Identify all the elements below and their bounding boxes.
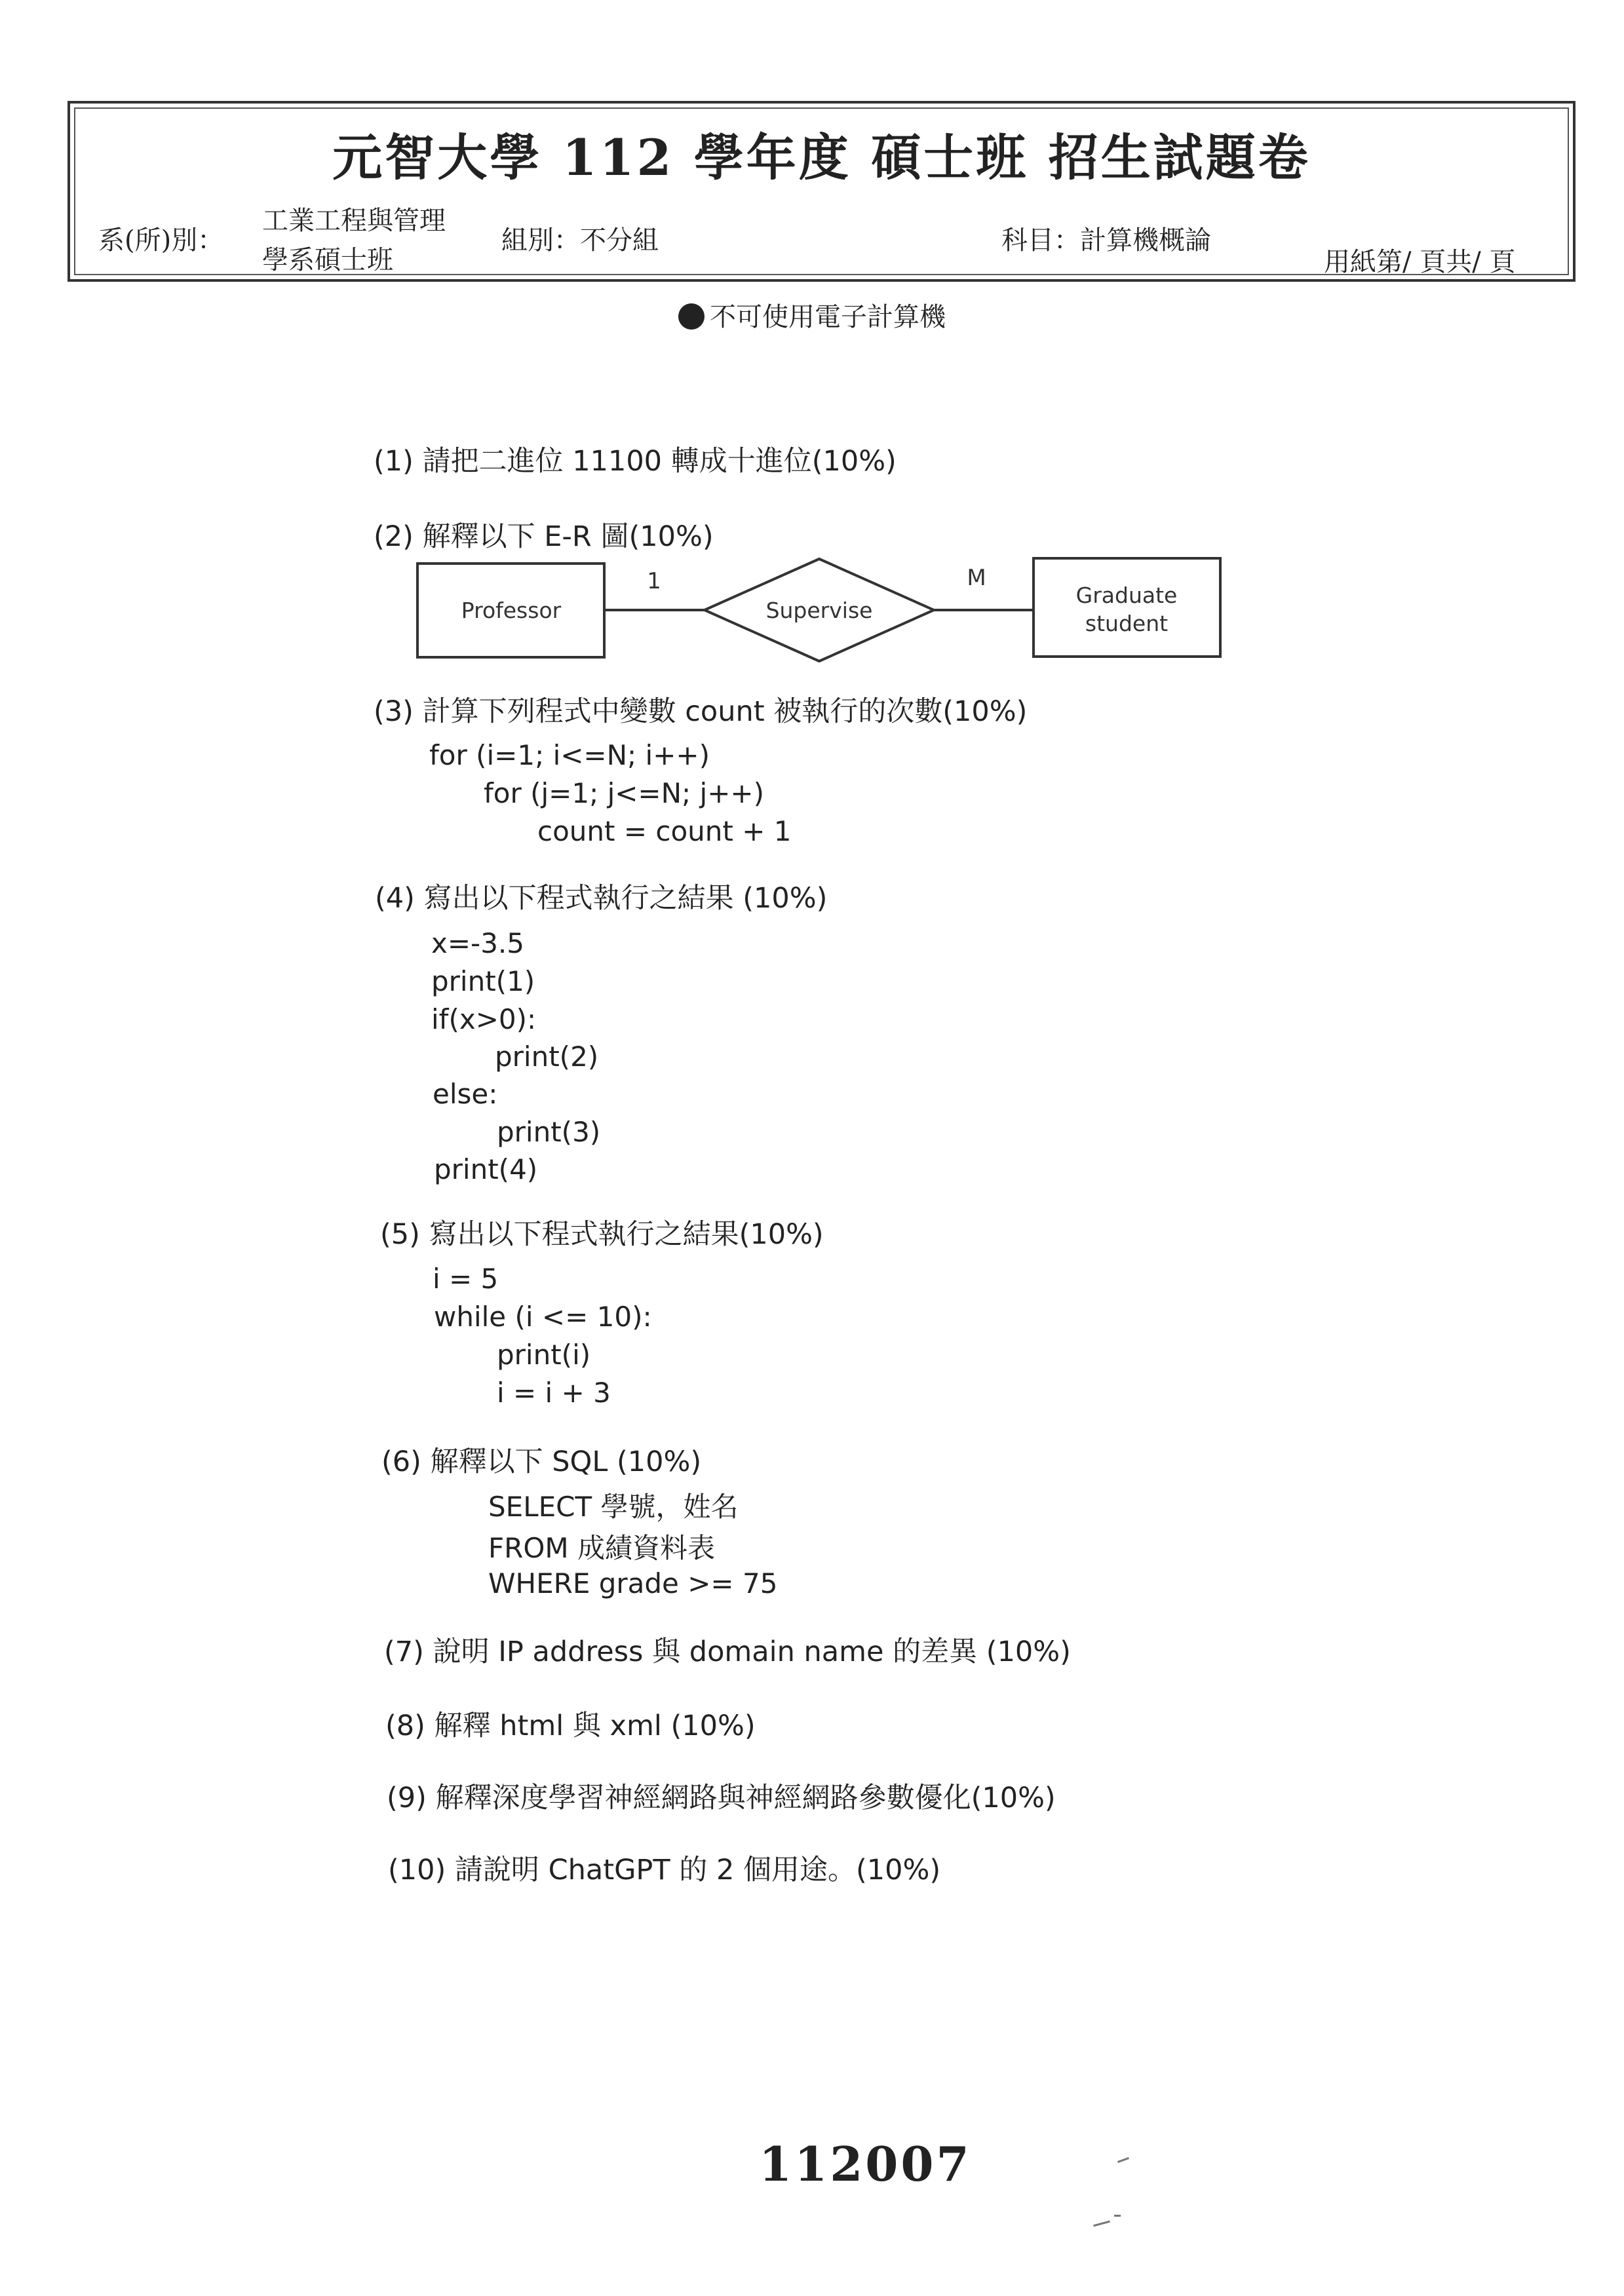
cardinality-many: M <box>967 565 986 591</box>
scan-speck <box>1093 2221 1110 2227</box>
code-line: print(2) <box>495 1041 599 1073</box>
exam-title: 元智大學 112 學年度 碩士班 招生試題卷 <box>332 128 1311 187</box>
department-line2: 學系碩士班 <box>262 245 393 275</box>
code-line: for (j=1; j<=N; j++) <box>484 777 764 809</box>
question-7: (7) 說明 IP address 與 domain name 的差異 (10%) <box>384 1636 1071 1668</box>
code-line: for (i=1; i<=N; i++) <box>429 739 710 771</box>
bullet-icon <box>678 303 705 330</box>
question-2: (2) 解釋以下 E-R 圖(10%) <box>374 520 714 553</box>
code-line: print(1) <box>431 965 535 997</box>
code-line: x=-3.5 <box>431 927 524 959</box>
code-line: SELECT 學號，姓名 <box>488 1491 739 1523</box>
page-info: 用紙第/ 頁共/ 頁 <box>1324 247 1516 277</box>
department-line1: 工業工程與管理 <box>262 206 446 236</box>
code-line: count = count + 1 <box>537 815 792 847</box>
student-label: student <box>1085 611 1169 636</box>
question-6: (6) 解釋以下 SQL (10%) <box>381 1445 702 1478</box>
question-1: (1) 請把二進位 11100 轉成十進位(10%) <box>374 445 897 478</box>
supervise-label: Supervise <box>765 598 873 623</box>
cardinality-one: 1 <box>647 568 661 594</box>
exam-code-stamp: 112007 <box>759 2136 972 2192</box>
code-line: WHERE grade >= 75 <box>488 1567 778 1599</box>
graduate-label: Graduate <box>1075 583 1178 608</box>
code-line: print(3) <box>497 1116 601 1148</box>
department-label: 系(所)別： <box>98 225 224 256</box>
question-9: (9) 解釋深度學習神經網路與神經網路參數優化(10%) <box>387 1782 1056 1814</box>
professor-label: Professor <box>461 598 562 623</box>
code-line: while (i <= 10): <box>434 1301 652 1333</box>
code-line: print(i) <box>497 1339 591 1371</box>
scan-speck <box>1117 2157 1129 2163</box>
er-diagram <box>406 544 1226 675</box>
subject-field: 科目：計算機概論 <box>1001 225 1211 256</box>
question-4: (4) 寫出以下程式執行之結果 (10%) <box>375 882 828 915</box>
question-5: (5) 寫出以下程式執行之結果(10%) <box>380 1218 824 1251</box>
code-line: i = i + 3 <box>497 1377 611 1409</box>
question-8: (8) 解釋 html 與 xml (10%) <box>385 1710 756 1742</box>
code-line: i = 5 <box>433 1263 499 1295</box>
code-line: print(4) <box>434 1153 538 1185</box>
code-line: FROM 成績資料表 <box>488 1532 715 1564</box>
question-10: (10) 請說明 ChatGPT 的 2 個用途。(10%) <box>388 1854 941 1886</box>
scan-speck <box>1114 2215 1121 2217</box>
note-text: 不可使用電子計算機 <box>710 302 946 332</box>
code-line: if(x>0): <box>431 1003 537 1035</box>
calculator-note <box>0 296 1624 334</box>
code-line: else: <box>433 1078 498 1110</box>
group-field: 組別：不分組 <box>501 225 659 256</box>
question-3: (3) 計算下列程式中變數 count 被執行的次數(10%) <box>374 695 1028 728</box>
